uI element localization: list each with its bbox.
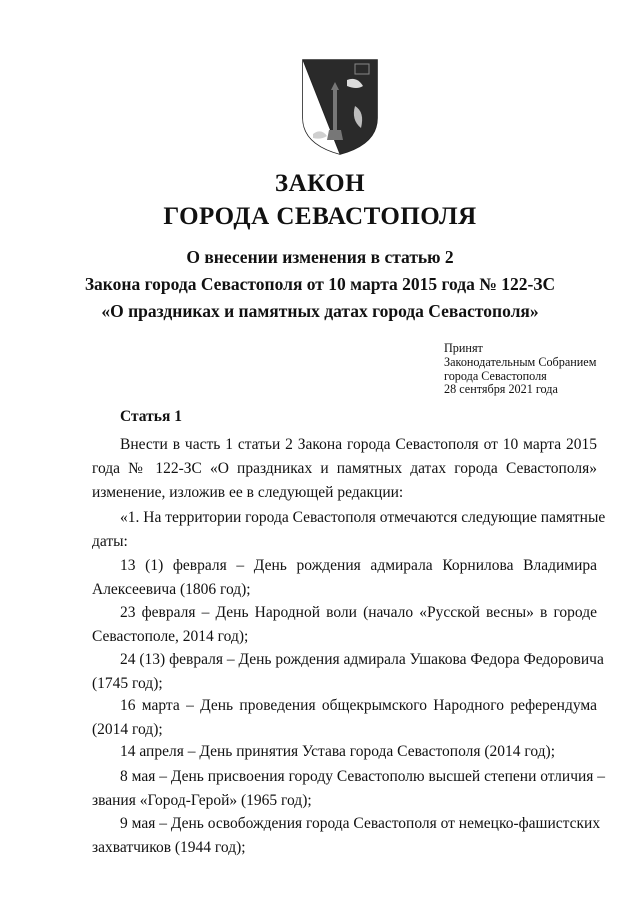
paragraph-line: захватчиков (1944 год); xyxy=(92,839,246,856)
paragraph-line: года № 122-ЗС «О праздниках и памятных датах города Севастополя» xyxy=(92,460,597,477)
memorial-date-item xyxy=(92,554,597,602)
paragraph-line: 23 февраля – День Народной воли (начало «Русской весны» в городе xyxy=(120,604,597,621)
adoption-block xyxy=(444,342,596,397)
paragraph-line: 16 марта – День проведения общекрымского Народного референдума xyxy=(120,697,597,714)
subtitle-line: О внесении изменения в статью 2 xyxy=(186,247,454,267)
article-heading: Статья 1 xyxy=(120,408,182,425)
paragraph-line: 24 (13) февраля – День рождения адмирала Ушакова Федора Федоровича xyxy=(120,651,604,668)
paragraph-line: 13 (1) февраля – День рождения адмирала Корнилова Владимира xyxy=(120,557,597,574)
adoption-line: Принят xyxy=(444,341,483,355)
paragraph-line: (1745 год); xyxy=(92,675,163,692)
law-city-title: ГОРОДА СЕВАСТОПОЛЯ xyxy=(163,203,477,230)
paragraph-line: изменение, изложив ее в следующей редакции: xyxy=(92,484,404,501)
subtitle-line: Закона города Севастополя от 10 марта 2015 года № 122-ЗС xyxy=(84,274,556,294)
memorial-date-item xyxy=(92,648,604,696)
article-paragraph xyxy=(92,506,606,554)
paragraph-line: (2014 год); xyxy=(92,721,163,738)
sevastopol-coat-of-arms-icon xyxy=(299,56,381,156)
law-title: ЗАКОН xyxy=(274,170,366,197)
memorial-date-item xyxy=(92,740,597,764)
paragraph-line: звания «Город-Герой» (1965 год); xyxy=(92,792,312,809)
paragraph-line: 14 апреля – День принятия Устава города Севастополя (2014 год); xyxy=(120,743,556,760)
adoption-line: города Севастополя xyxy=(444,368,547,383)
paragraph-line: «1. На территории города Севастополя отмечаются следующие памятные xyxy=(120,509,606,526)
adoption-line: Законодательным Собранием xyxy=(444,354,597,369)
paragraph-line: Алексеевича (1806 год); xyxy=(92,581,251,598)
paragraph-line: даты: xyxy=(92,533,128,550)
paragraph-line: 8 мая – День присвоения городу Севастополю высшей степени отличия – xyxy=(120,768,606,785)
memorial-date-item xyxy=(92,694,597,742)
memorial-date-item xyxy=(92,765,606,813)
paragraph-line: 9 мая – День освобождения города Севастополя от немецко-фашистских xyxy=(120,815,601,832)
adoption-date: 28 сентября 2021 года xyxy=(444,382,558,397)
article-paragraph xyxy=(92,433,597,505)
paragraph-line: Севастополе, 2014 год); xyxy=(92,628,249,645)
memorial-date-item xyxy=(92,812,601,860)
subtitle-line: «О праздниках и памятных датах города Севастополя» xyxy=(101,301,539,321)
paragraph-line: Внести в часть 1 статьи 2 Закона города Севастополя от 10 марта 2015 xyxy=(120,436,597,453)
memorial-date-item xyxy=(92,601,597,649)
